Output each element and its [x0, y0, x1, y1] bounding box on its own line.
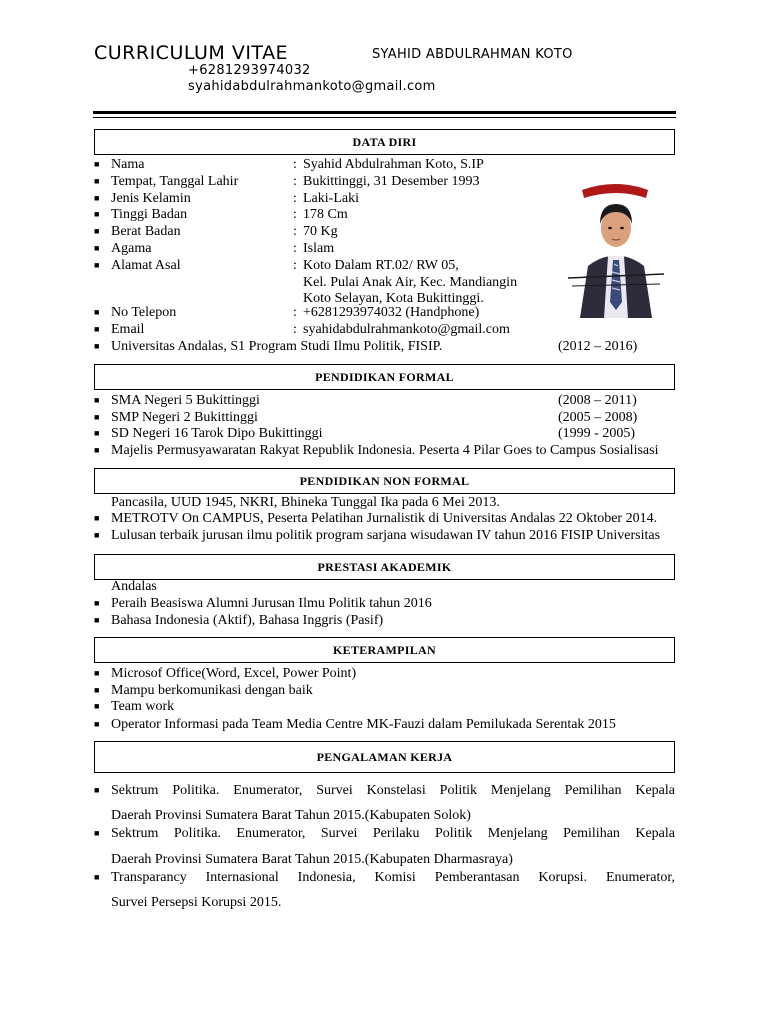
edu-year: (1999 - 2005) [558, 426, 635, 441]
header-email: syahidabdulrahmankoto@gmail.com [188, 79, 436, 94]
field-value: +6281293974032 (Handphone) [303, 305, 480, 320]
field-colon: : [293, 207, 297, 222]
field-value: Laki-Laki [303, 191, 359, 206]
edu-text: SMP Negeri 2 Bukittinggi [111, 410, 258, 425]
field-label: No Telepon [111, 305, 177, 320]
section-prestasi-akademik: PRESTASI AKADEMIK [94, 554, 675, 580]
item-text: METROTV On CAMPUS, Peserta Pelatihan Jurnalistik di Universitas Andalas 22 Oktober 2014. [111, 511, 658, 526]
cv-title: CURRICULUM VITAE [94, 42, 289, 64]
field-colon: : [293, 191, 297, 206]
edu-text: Majelis Permusyawaratan Rakyat Republik Indonesia. Peserta 4 Pilar Goes to Campus Sosialisasi [111, 443, 659, 458]
edu-text: Universitas Andalas, S1 Program Studi Ilmu Politik, FISIP. [111, 339, 443, 354]
field-colon: : [293, 322, 297, 337]
field-value: Islam [303, 241, 335, 256]
field-label: Alamat Asal [111, 258, 181, 273]
bullet-icon: ■ [94, 307, 100, 317]
bullet-icon: ■ [94, 341, 100, 351]
profile-photo [568, 182, 664, 318]
exp-3 [94, 869, 684, 886]
skill-operator [94, 716, 684, 733]
field-colon: : [293, 305, 297, 320]
edu-text: SMA Negeri 5 Bukittinggi [111, 393, 260, 408]
item-text: Operator Informasi pada Team Media Centre MK-Fauzi dalam Pemilukada Serentak 2015 [111, 717, 616, 732]
item-text: Sektrum Politika. Enumerator, Survei Perilaku Politik Menjelang Pemilihan Kepala [111, 826, 675, 841]
field-label: Nama [111, 157, 145, 172]
field-value: syahidabdulrahmankoto@gmail.com [303, 322, 510, 337]
field-value: 70 Kg [303, 224, 338, 239]
bullet-icon: ■ [94, 260, 100, 270]
field-value: Syahid Abdulrahman Koto, S.IP [303, 157, 484, 172]
field-value: 178 Cm [303, 207, 348, 222]
nonformal-lulusan [94, 527, 684, 544]
field-label: Agama [111, 241, 152, 256]
field-label: Tinggi Badan [111, 207, 188, 222]
field-value: Koto Selayan, Kota Bukittinggi. [303, 291, 484, 306]
bullet-icon: ■ [94, 428, 100, 438]
bullet-icon: ■ [94, 193, 100, 203]
bullet-icon: ■ [94, 872, 100, 882]
edu-universitas [94, 338, 684, 355]
bullet-icon: ■ [94, 412, 100, 422]
header-divider-thin [93, 117, 676, 118]
bullet-icon: ■ [94, 598, 100, 608]
header-divider-thick [93, 111, 676, 114]
edu-sd [94, 425, 684, 442]
candidate-name: SYAHID ABDULRAHMAN KOTO [372, 47, 573, 62]
bullet-icon: ■ [94, 785, 100, 795]
edu-year: (2012 – 2016) [558, 339, 638, 354]
item-text: Transparancy Internasional Indonesia, Komisi Pemberantasan Korupsi. Enumerator, [111, 870, 675, 885]
skill-komunikasi [94, 682, 684, 699]
item-text: Survei Persepsi Korupsi 2015. [111, 895, 282, 910]
edu-smp [94, 409, 684, 426]
exp-1 [94, 782, 684, 799]
exp-2 [94, 825, 684, 842]
skill-team [94, 698, 684, 715]
bullet-icon: ■ [94, 243, 100, 253]
bullet-icon: ■ [94, 828, 100, 838]
item-text: Daerah Provinsi Sumatera Barat Tahun 2015.(Kabupaten Dharmasraya) [111, 852, 513, 867]
edu-sma [94, 392, 684, 409]
section-keterampilan: KETERAMPILAN [94, 637, 675, 663]
bullet-icon: ■ [94, 701, 100, 711]
nonformal-metrotv [94, 510, 684, 527]
section-pendidikan-formal: PENDIDIKAN FORMAL [94, 364, 675, 390]
bullet-icon: ■ [94, 668, 100, 678]
field-label: Berat Badan [111, 224, 181, 239]
bullet-icon: ■ [94, 226, 100, 236]
bullet-icon: ■ [94, 685, 100, 695]
edu-mpr [94, 442, 684, 459]
field-value: Kel. Pulai Anak Air, Kec. Mandiangin [303, 275, 518, 290]
item-text: Peraih Beasiswa Alumni Jurusan Ilmu Politik tahun 2016 [111, 596, 432, 611]
field-colon: : [293, 224, 297, 239]
item-text: Microsof Office(Word, Excel, Power Point) [111, 666, 357, 681]
prestasi-cont [94, 578, 684, 595]
skill-office [94, 665, 684, 682]
edu-year: (2008 – 2011) [558, 393, 637, 408]
bullet-icon: ■ [94, 176, 100, 186]
field-nama [94, 156, 684, 173]
field-label: Email [111, 322, 145, 337]
field-email [94, 321, 684, 338]
field-value: Bukittinggi, 31 Desember 1993 [303, 174, 480, 189]
bullet-icon: ■ [94, 209, 100, 219]
bullet-icon: ■ [94, 324, 100, 334]
bullet-icon: ■ [94, 530, 100, 540]
prestasi-bahasa [94, 612, 684, 629]
section-data-diri: DATA DIRI [94, 129, 675, 155]
edu-text: SD Negeri 16 Tarok Dipo Bukittinggi [111, 426, 323, 441]
item-text: Bahasa Indonesia (Aktif), Bahasa Inggris (Pasif) [111, 613, 384, 628]
item-text: Sektrum Politika. Enumerator, Survei Konstelasi Politik Menjelang Pemilihan Kepala [111, 783, 675, 798]
bullet-icon: ■ [94, 513, 100, 523]
section-pendidikan-non-formal: PENDIDIKAN NON FORMAL [94, 468, 675, 494]
field-colon: : [293, 174, 297, 189]
item-text: Team work [111, 699, 175, 714]
item-text: Andalas [111, 579, 157, 594]
bullet-icon: ■ [94, 719, 100, 729]
nonformal-cont [94, 494, 684, 511]
exp-3-cont [94, 894, 684, 911]
bullet-icon: ■ [94, 395, 100, 405]
item-text: Daerah Provinsi Sumatera Barat Tahun 2015.(Kabupaten Solok) [111, 808, 471, 823]
field-value: Koto Dalam RT.02/ RW 05, [303, 258, 459, 273]
item-text: Lulusan terbaik jurusan ilmu politik program sarjana wisudawan IV tahun 2016 FISIP Universitas [111, 528, 661, 543]
exp-1-cont [94, 807, 684, 824]
section-pengalaman-kerja: PENGALAMAN KERJA [94, 741, 675, 773]
item-text: Pancasila, UUD 1945, NKRI, Bhineka Tunggal Ika pada 6 Mei 2013. [111, 495, 500, 510]
field-label: Tempat, Tanggal Lahir [111, 174, 239, 189]
prestasi-beasiswa [94, 595, 684, 612]
field-label: Jenis Kelamin [111, 191, 191, 206]
item-text: Mampu berkomunikasi dengan baik [111, 683, 313, 698]
bullet-icon: ■ [94, 445, 100, 455]
edu-year: (2005 – 2008) [558, 410, 638, 425]
header-phone: +6281293974032 [188, 63, 311, 78]
bullet-icon: ■ [94, 615, 100, 625]
field-colon: : [293, 258, 297, 273]
exp-2-cont [94, 851, 684, 868]
bullet-icon: ■ [94, 159, 100, 169]
field-colon: : [293, 241, 297, 256]
field-colon: : [293, 157, 297, 172]
